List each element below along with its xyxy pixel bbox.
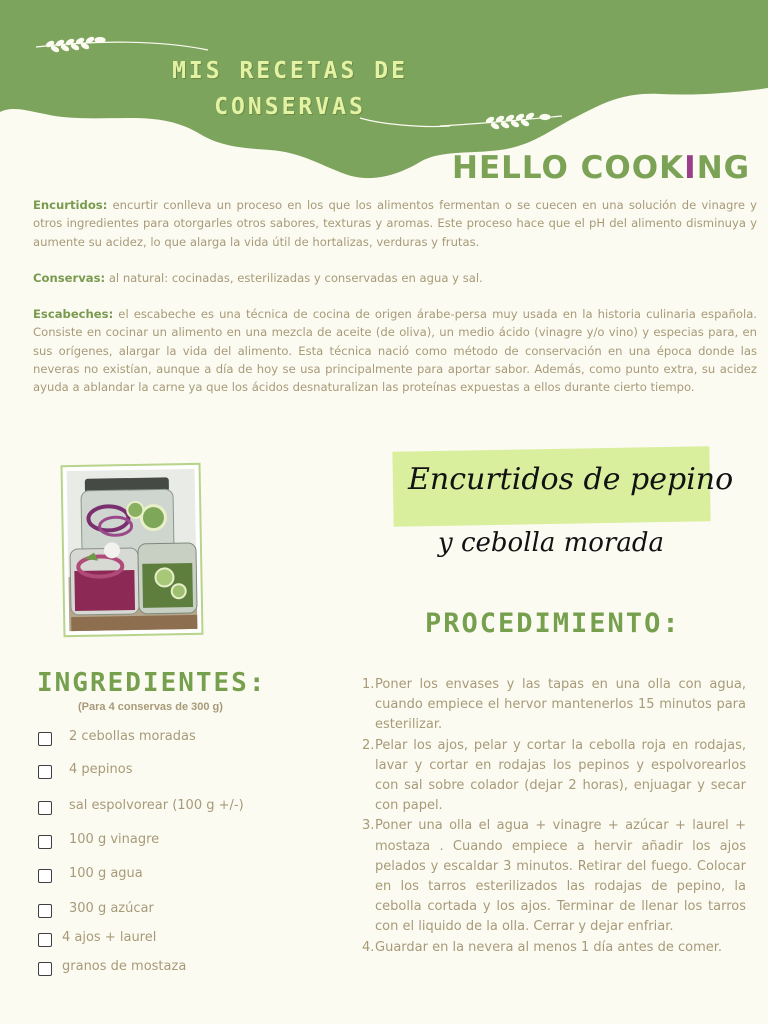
intro-paragraph-escabeches [33, 305, 757, 396]
procedure-heading: PROCEDIMIENTO: [425, 608, 681, 639]
page-title-line2: CONSERVAS [214, 94, 366, 120]
procedure-step [362, 816, 746, 937]
step-text: Pelar los ajos, pelar y cortar la cebolla roja en rodajas, lavar y cortar en rodajas los pepinos y espolvorearlos con sal sobre colador (dejar 2 horas), enjuagar y secar con papel. [375, 737, 746, 814]
ingredient-checkbox[interactable] [38, 904, 52, 918]
step-text: Poner una olla el agua + vinagre + azúcar + laurel + mostaza . Cuando empiece a hervir añadir los ajos pelados y escaldar 3 minutos. Retirar del fuego. Colocar en los tarros esterilizados las rodajas de pepino, la cebolla cortada y los ajos. Terminar de llenar los tarros con el liquido de la olla. Cerrar y dejar enfriar. [375, 818, 746, 935]
jars-photo [63, 465, 202, 635]
intro-paragraph-conservas [33, 269, 757, 287]
brand-logo [452, 150, 750, 186]
ingredient-label: sal espolvorear (100 g +/-) [69, 798, 244, 813]
procedure-step [362, 736, 746, 817]
procedure-step [362, 675, 746, 736]
brand-logo-accent: I [684, 150, 697, 186]
brand-logo-post: NG [696, 150, 751, 186]
ingredient-label: 4 ajos + laurel [62, 930, 157, 945]
ingredient-checkbox[interactable] [38, 962, 52, 976]
ingredient-label: 2 cebollas moradas [69, 729, 196, 744]
ingredient-checkbox[interactable] [38, 801, 52, 815]
step-number: 1. [362, 677, 375, 692]
ingredient-checkbox[interactable] [38, 869, 52, 883]
intro-term: Encurtidos: [33, 198, 108, 212]
step-text: Guardar en la nevera al menos 1 día antes de comer. [375, 939, 723, 955]
step-text: Poner los envases y las tapas en una olla con agua, cuando empiece el hervor mantenerlos 15 minutos para esterilizar. [375, 677, 746, 733]
page-title-line1: MIS RECETAS DE [172, 58, 408, 84]
ingredient-checkbox[interactable] [38, 933, 52, 947]
intro-paragraph-encurtidos [33, 196, 757, 251]
procedure-steps [362, 675, 746, 958]
ingredient-checkbox[interactable] [38, 732, 52, 746]
intro-term: Conservas: [33, 270, 106, 285]
step-number: 3. [362, 818, 375, 834]
intro-body: encurtir conlleva un proceso en los que los alimentos fermentan o se cuecen en una solución de vinagre y otros ingredientes para otorgarles otros sabores, texturas y aromas. Este proceso hace que el pH del alimento disminuya y aumente su acidez, lo que alarga la vida útil de hortalizas, verduras y frutas. [33, 198, 757, 249]
step-number: 4. [362, 939, 375, 955]
ingredient-label: 300 g azúcar [69, 901, 154, 916]
procedure-step [362, 938, 746, 958]
ingredient-checkbox[interactable] [38, 765, 52, 779]
ingredients-heading: INGREDIENTES: [37, 668, 267, 698]
ingredient-label: 100 g vinagre [69, 832, 160, 847]
step-number: 2. [362, 737, 375, 753]
ingredient-checkbox[interactable] [38, 835, 52, 849]
ingredients-subheading: (Para 4 conservas de 300 g) [78, 701, 223, 713]
recipe-title-line2: y cebolla morada [438, 528, 664, 558]
intro-body: al natural: cocinadas, esterilizadas y conservadas en agua y sal. [105, 270, 483, 285]
intro-text [33, 196, 757, 415]
intro-body: el escabeche es una técnica de cocina de origen árabe-persa muy usada en la historia culinaria española. Consiste en cocinar un alimento en una mezcla de aceite (de oliva), un medio ácido (vinagre y/o vino) y especias para, en sus orígenes, alargar la vida del alimento. Esta técnica nació como método de conservación en una época donde las neveras no existían, aunque a día de hoy se usa principalmente para aportar sabor. Además, como punto extra, su acidez ayuda a ablandar la carne ya que los ácidos desnaturalizan las proteínas expuestas a ellos durante cierto tiempo. [33, 307, 757, 395]
ingredient-label: granos de mostaza [62, 959, 187, 974]
intro-term: Escabeches: [33, 307, 114, 322]
brand-logo-pre: HELLO COOK [452, 150, 685, 186]
recipe-title-line1: Encurtidos de pepino [408, 462, 734, 497]
ingredient-label: 4 pepinos [69, 762, 133, 777]
ingredient-label: 100 g agua [69, 866, 143, 881]
